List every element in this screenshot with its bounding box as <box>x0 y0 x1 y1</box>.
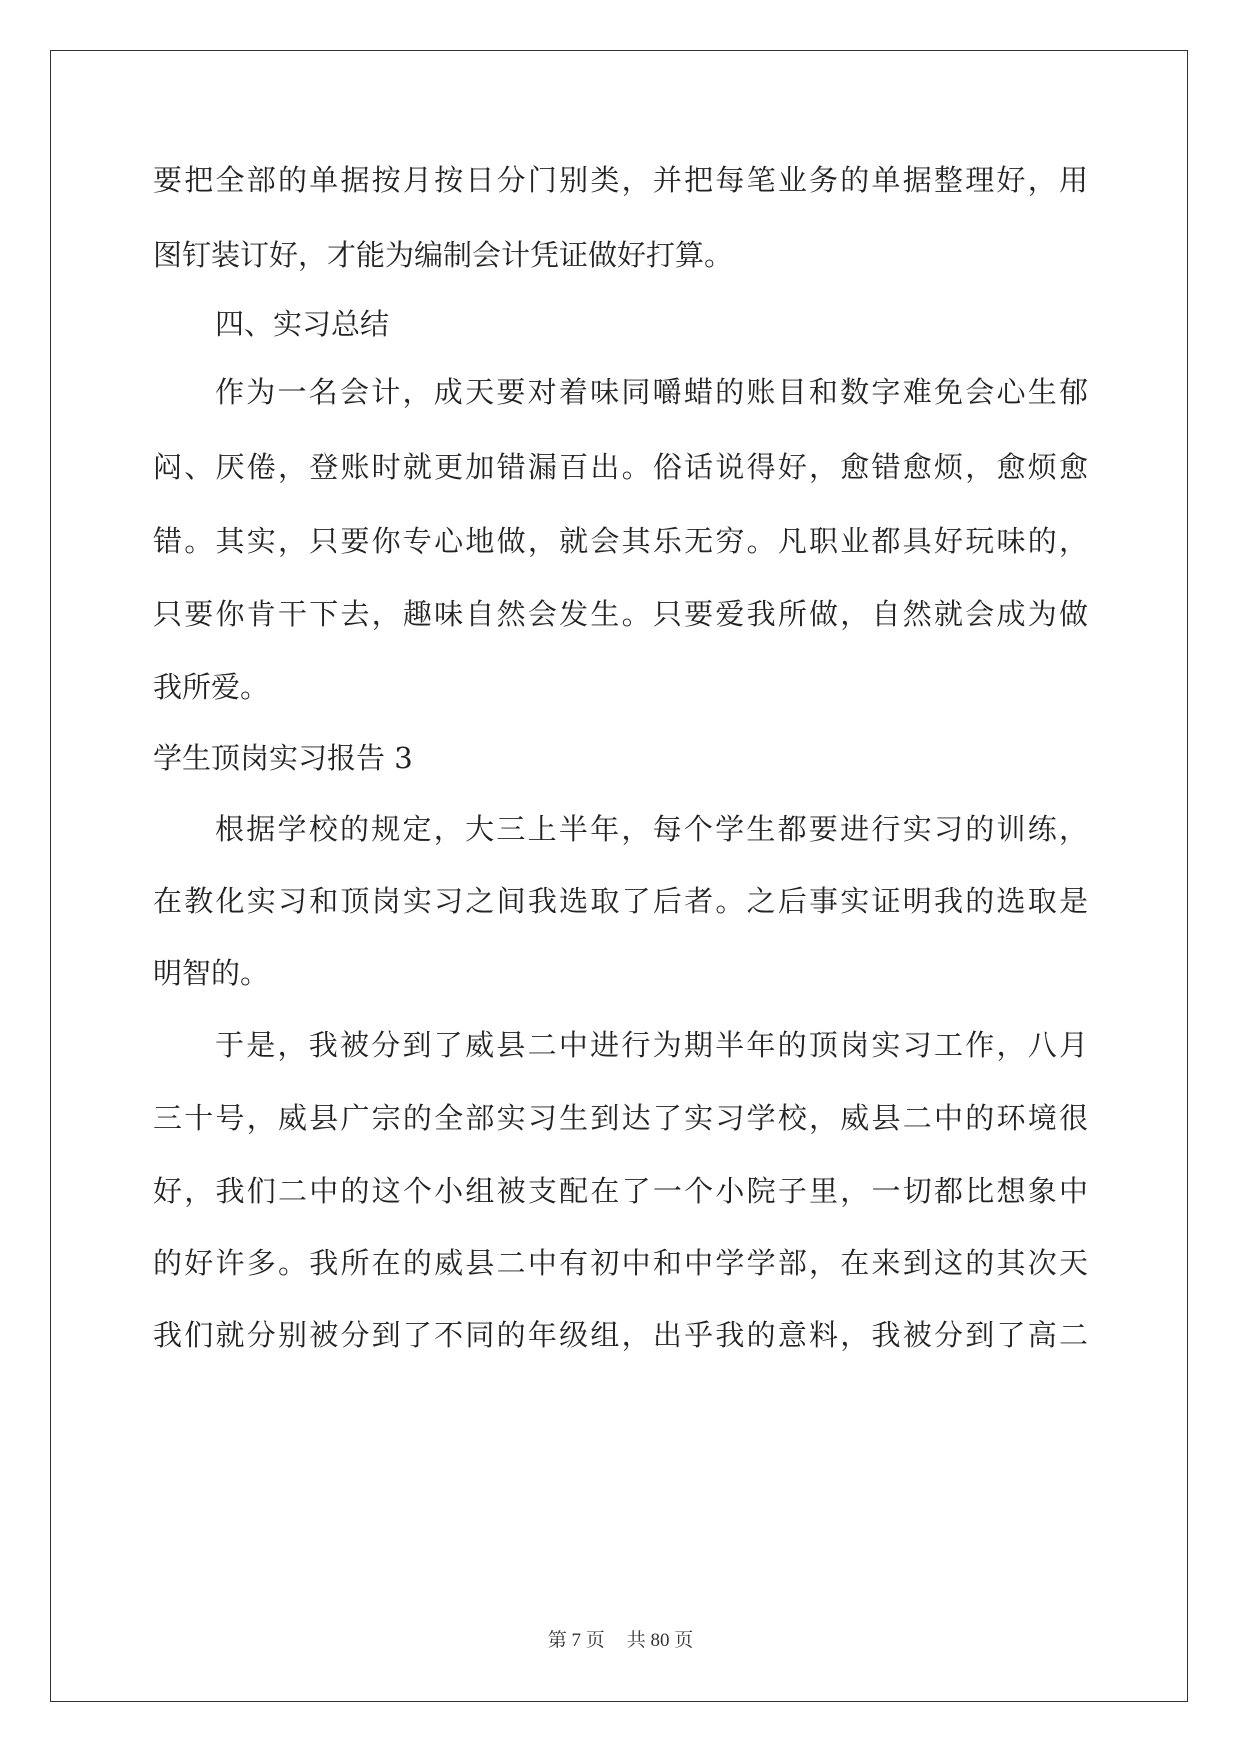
paragraph-line: 错。其实，只要你专心地做，就会其乐无穷。凡职业都具好玩味的， <box>153 524 1088 558</box>
paragraph-line: 于是，我被分到了威县二中进行为期半年的顶岗实习工作，八月 <box>215 1028 1088 1062</box>
paragraph-line: 好，我们二中的这个小组被支配在了一个小院子里，一切都比想象中 <box>153 1174 1088 1208</box>
paragraph-line: 明智的。 <box>153 956 270 990</box>
page-border <box>50 50 1188 1702</box>
paragraph-line: 的好许多。我所在的威县二中有初中和中学学部，在来到这的其次天 <box>153 1246 1088 1280</box>
paragraph-line: 在教化实习和顶岗实习之间我选取了后者。之后事实证明我的选取是 <box>153 884 1088 918</box>
page-footer <box>0 1628 1241 1653</box>
paragraph-line: 闷、厌倦，登账时就更加错漏百出。俗话说得好，愈错愈烦，愈烦愈 <box>153 450 1088 484</box>
page-total: 共 80 页 <box>626 1630 694 1651</box>
paragraph-line: 根据学校的规定，大三上半年，每个学生都要进行实习的训练， <box>215 812 1088 846</box>
paragraph-line: 我所爱。 <box>153 670 270 704</box>
paragraph-line: 我们就分别被分到了不同的年级组，出乎我的意料，我被分到了高二 <box>153 1318 1088 1352</box>
paragraph-line: 只要你肯干下去，趣味自然会发生。只要爱我所做，自然就会成为做 <box>153 597 1088 631</box>
page-number: 第 7 页 <box>547 1630 605 1651</box>
section-heading: 四、实习总结 <box>215 307 390 341</box>
paragraph-line: 作为一名会计，成天要对着味同嚼蜡的账目和数字难免会心生郁 <box>215 375 1088 409</box>
report-title: 学生顶岗实习报告 3 <box>153 741 413 775</box>
paragraph-line: 图钉装订好，才能为编制会计凭证做好打算。 <box>153 238 734 272</box>
paragraph-line: 三十号，威县广宗的全部实习生到达了实习学校，威县二中的环境很 <box>153 1101 1088 1135</box>
paragraph-line: 要把全部的单据按月按日分门别类，并把每笔业务的单据整理好，用 <box>153 163 1088 197</box>
